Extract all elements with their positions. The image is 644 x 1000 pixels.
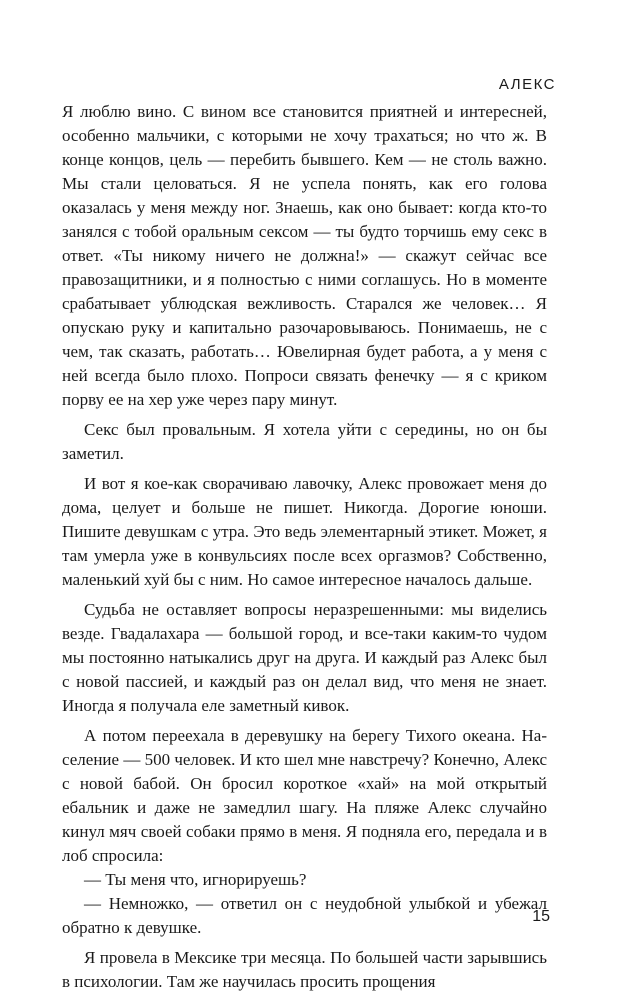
paragraph: А потом переехала в деревушку на берегу Тихого океана. Население — 500 человек. И кто шел мне навстречу? Конечно, Алекс с новой бабой. Он бросил короткое «хай» на мой открытый ебальник и даже не замедлил шагу. На пляже Алекс случайно кинул мяч своей собаки прямо в меня. Я подняла его, передала и в лоб спросила: <box>62 726 547 865</box>
paragraph: И вот я кое-как сворачиваю лавочку, Алекс провожает меня до дома, целует и больше не пишет. Никогда. Дорогие юноши. Пишите девушкам с утра. Это ведь элементарный этикет. Может, я там умерла уже в конвульсиях после всех оргазмов? Собственно, маленький хуй бы с ним. Но самое интересное началось дальше. <box>62 474 547 589</box>
dialogue-line: — Ты меня что, игнорируешь? <box>84 870 307 889</box>
paragraph: Секс был провальным. Я хотела уйти с середины, но он бы заметил. <box>62 420 547 463</box>
paragraph: Я провела в Мексике три месяца. По большей части зарывшись в психологии. Там же научилась просить прощения <box>62 948 547 991</box>
body-text <box>62 100 547 994</box>
paragraph: Судьба не оставляет вопросы неразрешенными: мы виделись везде. Гвадалахара — большой город, и все-таки каким-то чудом мы постоянно натыкались друг на друга. И каждый раз Алекс был с новой пассией, и каждый раз он делал вид, что меня не знает. Иногда я получала еле заметный кивок. <box>62 600 547 715</box>
page-number: 15 <box>532 908 550 925</box>
dialogue-line: — Немножко, — ответил он с неудобной улыбкой и убежал обратно к девушке. <box>62 894 547 937</box>
running-title: АЛЕКС <box>498 76 556 93</box>
paragraph: Я люблю вино. С вином все становится приятней и интересней, особенно мальчики, с которыми не хочу трахаться; но что ж. В конце концов, цель — перебить бывшего. Кем — не столь важно. Мы стали целоваться. Я не успела понять, как его голова оказалась у меня между ног. Знаешь, как оно бывает: когда кто-то занялся с тобой оральным сексом — ты будто торчишь ему секс в ответ. «Ты никому ничего не должна!» — скажут сейчас все правозащитники, и я полностью с ними соглашусь. Но в моменте срабатывает ублюдская вежливость. Старался же человек… Я опускаю руку и капитально разочаровываюсь. Понимаешь, не с чем, так сказать, работать… Ювелирная будет работа, а у меня с ней всегда было плохо. Попроси связать фенечку — я с криком порву ее на хер уже через пару минут. <box>62 102 547 409</box>
